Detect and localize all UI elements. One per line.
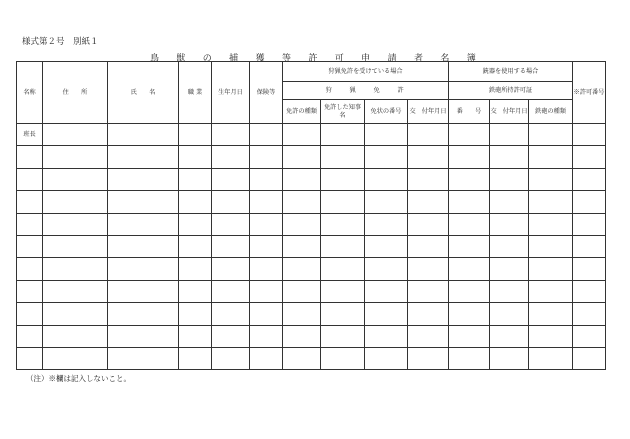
table-cell[interactable] — [212, 191, 250, 213]
table-cell[interactable] — [365, 347, 408, 369]
table-cell[interactable] — [573, 124, 606, 146]
table-cell[interactable] — [365, 213, 408, 235]
table-body — [17, 124, 606, 370]
row-label-leader: 班長 — [17, 124, 43, 146]
table-row — [17, 168, 606, 190]
table-cell[interactable] — [108, 235, 179, 257]
table-cell[interactable] — [529, 124, 573, 146]
table-cell[interactable] — [529, 258, 573, 280]
table-cell[interactable] — [179, 146, 212, 168]
table-cell[interactable] — [17, 303, 43, 325]
table-cell[interactable] — [573, 325, 606, 347]
table-cell[interactable] — [179, 280, 212, 302]
table-cell[interactable] — [321, 213, 365, 235]
table-cell[interactable] — [408, 280, 449, 302]
table-cell[interactable] — [573, 213, 606, 235]
table-cell[interactable] — [43, 146, 108, 168]
table-cell[interactable] — [43, 280, 108, 302]
table-cell[interactable] — [529, 168, 573, 190]
header-insurance: 保険等 — [250, 62, 283, 124]
table-cell[interactable] — [408, 191, 449, 213]
table-cell[interactable] — [179, 325, 212, 347]
header-hunting-license-group: 狩猟免許を受けている場合 — [283, 62, 449, 82]
table-cell[interactable] — [321, 280, 365, 302]
table-cell[interactable] — [283, 146, 321, 168]
table-cell[interactable] — [365, 235, 408, 257]
table-cell[interactable] — [43, 325, 108, 347]
table-cell[interactable] — [573, 146, 606, 168]
header-name-title: 名称 — [17, 62, 43, 124]
header-permit-issue-date: 交 付年月日 — [490, 100, 529, 124]
header-gun-type: 鉄砲の種類 — [529, 100, 573, 124]
table-cell[interactable] — [43, 168, 108, 190]
table-cell[interactable] — [529, 347, 573, 369]
table-cell[interactable] — [408, 258, 449, 280]
table-row — [17, 124, 606, 146]
table-cell[interactable] — [449, 191, 490, 213]
header-license-number: 免状の番号 — [365, 100, 408, 124]
table-cell[interactable] — [108, 303, 179, 325]
header-birth-date: 生年月日 — [212, 62, 250, 124]
table-cell[interactable] — [17, 191, 43, 213]
table-cell[interactable] — [212, 168, 250, 190]
table-cell[interactable] — [321, 146, 365, 168]
table-cell[interactable] — [283, 124, 321, 146]
table-cell[interactable] — [17, 235, 43, 257]
header-gun-permit: 鉄砲所持許可証 — [449, 82, 573, 100]
header-address: 住 所 — [43, 62, 108, 124]
table-cell[interactable] — [573, 280, 606, 302]
table-cell[interactable] — [529, 235, 573, 257]
table-cell[interactable] — [365, 168, 408, 190]
table-cell[interactable] — [179, 191, 212, 213]
table-cell[interactable] — [321, 191, 365, 213]
applicant-register-table — [16, 61, 606, 370]
table-cell[interactable] — [449, 258, 490, 280]
table-cell[interactable] — [408, 303, 449, 325]
table-cell[interactable] — [17, 280, 43, 302]
table-row — [17, 347, 606, 369]
table-cell[interactable] — [449, 347, 490, 369]
table-cell[interactable] — [250, 325, 283, 347]
table-cell[interactable] — [365, 191, 408, 213]
table-cell[interactable] — [283, 303, 321, 325]
table-cell[interactable] — [408, 124, 449, 146]
header-occupation: 職 業 — [179, 62, 212, 124]
table-cell[interactable] — [108, 347, 179, 369]
table-cell[interactable] — [283, 235, 321, 257]
table-cell[interactable] — [179, 124, 212, 146]
table-cell[interactable] — [108, 124, 179, 146]
table-row — [17, 235, 606, 257]
table-row — [17, 191, 606, 213]
table-cell[interactable] — [365, 146, 408, 168]
table-cell[interactable] — [321, 325, 365, 347]
table-cell[interactable] — [212, 258, 250, 280]
table-cell[interactable] — [283, 258, 321, 280]
table-row — [17, 280, 606, 302]
table-cell[interactable] — [212, 124, 250, 146]
table-cell[interactable] — [449, 124, 490, 146]
table-cell[interactable] — [365, 325, 408, 347]
header-hunting-license: 狩 猟 免 許 — [283, 82, 449, 100]
table-cell[interactable] — [108, 280, 179, 302]
page-title: 鳥 獣 の 捕 獲 等 許 可 申 請 者 名 簿 — [149, 54, 480, 64]
table-cell[interactable] — [573, 191, 606, 213]
table-cell[interactable] — [529, 325, 573, 347]
table-cell[interactable] — [490, 191, 529, 213]
table-cell[interactable] — [529, 280, 573, 302]
table-cell[interactable] — [408, 168, 449, 190]
footnote: （注）※欄は記入しないこと。 — [26, 374, 131, 383]
table-cell[interactable] — [17, 258, 43, 280]
header-license-issue-date: 交 付年月日 — [408, 100, 449, 124]
table-cell[interactable] — [108, 258, 179, 280]
table-cell[interactable] — [250, 235, 283, 257]
table-cell[interactable] — [212, 235, 250, 257]
table-cell[interactable] — [179, 213, 212, 235]
table-cell[interactable] — [490, 146, 529, 168]
table-cell[interactable] — [43, 258, 108, 280]
table-cell[interactable] — [17, 168, 43, 190]
table-cell[interactable] — [17, 146, 43, 168]
table-cell[interactable] — [179, 303, 212, 325]
table-cell[interactable] — [43, 124, 108, 146]
table-cell[interactable] — [283, 347, 321, 369]
form-number: 様式第２号 別紙１ — [22, 37, 99, 47]
header-issuing-governor: 免許した知事名 — [321, 100, 365, 124]
table-cell[interactable] — [529, 213, 573, 235]
table-cell[interactable] — [283, 280, 321, 302]
table-cell[interactable] — [490, 168, 529, 190]
table-cell[interactable] — [490, 258, 529, 280]
table-cell[interactable] — [490, 124, 529, 146]
table-cell[interactable] — [108, 325, 179, 347]
table-cell[interactable] — [449, 303, 490, 325]
table-cell[interactable] — [490, 235, 529, 257]
table-cell[interactable] — [43, 347, 108, 369]
table-cell[interactable] — [321, 347, 365, 369]
table-cell[interactable] — [179, 258, 212, 280]
table-cell[interactable] — [321, 235, 365, 257]
table-cell[interactable] — [212, 303, 250, 325]
table-cell[interactable] — [108, 168, 179, 190]
table-cell[interactable] — [449, 325, 490, 347]
table-cell[interactable] — [365, 258, 408, 280]
table-cell[interactable] — [283, 213, 321, 235]
table-cell[interactable] — [529, 191, 573, 213]
table-cell[interactable] — [490, 303, 529, 325]
table-cell[interactable] — [408, 347, 449, 369]
table-cell[interactable] — [573, 258, 606, 280]
table-cell[interactable] — [212, 280, 250, 302]
table-cell[interactable] — [43, 235, 108, 257]
table-cell[interactable] — [250, 303, 283, 325]
table-cell[interactable] — [449, 168, 490, 190]
table-cell[interactable] — [283, 168, 321, 190]
table-cell[interactable] — [529, 303, 573, 325]
table-cell[interactable] — [179, 347, 212, 369]
table-cell[interactable] — [449, 146, 490, 168]
table-cell[interactable] — [321, 168, 365, 190]
table-row — [17, 213, 606, 235]
table-cell[interactable] — [321, 124, 365, 146]
table-row — [17, 258, 606, 280]
table-cell[interactable] — [108, 191, 179, 213]
table-cell[interactable] — [490, 213, 529, 235]
table-cell[interactable] — [212, 347, 250, 369]
table-cell[interactable] — [449, 280, 490, 302]
table-cell[interactable] — [179, 168, 212, 190]
header-gun-group: 銃器を使用する場合 — [449, 62, 573, 82]
table-cell[interactable] — [108, 213, 179, 235]
table-cell[interactable] — [490, 280, 529, 302]
table-cell[interactable] — [573, 235, 606, 257]
table-cell[interactable] — [212, 146, 250, 168]
table-cell[interactable] — [449, 213, 490, 235]
table-row — [17, 303, 606, 325]
table-cell[interactable] — [250, 280, 283, 302]
table-cell[interactable] — [408, 235, 449, 257]
table-cell[interactable] — [490, 347, 529, 369]
header-license-type: 免許の種類 — [283, 100, 321, 124]
table-cell[interactable] — [250, 258, 283, 280]
table-cell[interactable] — [573, 347, 606, 369]
table-cell[interactable] — [43, 213, 108, 235]
table-cell[interactable] — [365, 280, 408, 302]
table-cell[interactable] — [449, 235, 490, 257]
table-cell[interactable] — [17, 213, 43, 235]
table-cell[interactable] — [17, 325, 43, 347]
header-permit-number-col: 番 号 — [449, 100, 490, 124]
table-cell[interactable] — [43, 303, 108, 325]
table-cell[interactable] — [250, 347, 283, 369]
table-cell[interactable] — [283, 191, 321, 213]
table-cell[interactable] — [43, 191, 108, 213]
table-cell[interactable] — [365, 303, 408, 325]
table-cell[interactable] — [212, 325, 250, 347]
table-cell[interactable] — [250, 146, 283, 168]
table-cell[interactable] — [250, 191, 283, 213]
table-cell[interactable] — [573, 303, 606, 325]
table-cell[interactable] — [283, 325, 321, 347]
table-cell[interactable] — [365, 124, 408, 146]
table-cell[interactable] — [408, 325, 449, 347]
header-full-name: 氏 名 — [108, 62, 179, 124]
table-cell[interactable] — [490, 325, 529, 347]
header-permit-number: ※許可番号 — [573, 62, 606, 124]
table-cell[interactable] — [212, 213, 250, 235]
table-cell[interactable] — [250, 213, 283, 235]
table-row — [17, 325, 606, 347]
table-cell[interactable] — [250, 124, 283, 146]
table-cell[interactable] — [408, 213, 449, 235]
table-cell[interactable] — [529, 146, 573, 168]
table-cell[interactable] — [321, 258, 365, 280]
table-cell[interactable] — [250, 168, 283, 190]
table-cell[interactable] — [108, 146, 179, 168]
table-cell[interactable] — [573, 168, 606, 190]
table-cell[interactable] — [408, 146, 449, 168]
table-cell[interactable] — [17, 347, 43, 369]
table-row — [17, 146, 606, 168]
table-cell[interactable] — [321, 303, 365, 325]
table-cell[interactable] — [179, 235, 212, 257]
